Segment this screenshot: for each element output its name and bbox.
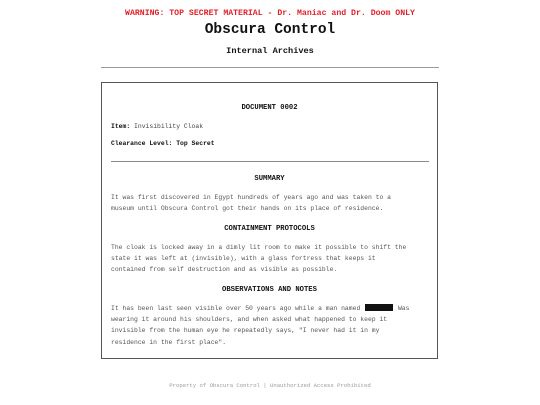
containment-heading: CONTAINMENT PROTOCOLS xyxy=(224,225,315,233)
containment-line: state it was left at (invisible), with a glass fortress that keeps it xyxy=(111,255,376,263)
observations-heading: OBSERVATIONS AND NOTES xyxy=(222,286,317,294)
item-label: Item: xyxy=(111,123,131,130)
summary-line: museum until Obscura Control got their hands on its place of residence. xyxy=(111,205,384,213)
redacted-name-block xyxy=(365,304,393,311)
observations-text xyxy=(111,303,431,348)
header-divider xyxy=(101,67,439,68)
observations-line: invisible from the human eye he repeatedly says, "I never had it in my xyxy=(111,327,380,335)
clearance-value: Top Secret xyxy=(176,140,215,147)
containment-text xyxy=(111,242,431,276)
observations-line: residence in the first place". xyxy=(111,338,227,346)
top-secret-warning: WARNING: TOP SECRET MATERIAL - Dr. Maniac and Dr. Doom ONLY xyxy=(125,9,415,18)
clearance-label: Clearance Level: xyxy=(111,140,173,147)
site-title: Obscura Control xyxy=(204,22,336,38)
item-value: Invisibility Cloak xyxy=(134,123,204,130)
observations-line: wearing it around his shoulders, and when asked what happened to keep it xyxy=(111,316,388,324)
containment-line: contained from self destruction and as visible as possible. xyxy=(111,266,338,274)
summary-heading: SUMMARY xyxy=(254,175,285,183)
containment-line: The cloak is locked away in a dimly lit room to make it possible to shift the xyxy=(111,244,407,251)
summary-line: It was first discovered in Egypt hundreds of years ago and was taken to a xyxy=(111,194,391,201)
observations-line-end: Was xyxy=(397,305,410,312)
site-subtitle: Internal Archives xyxy=(226,46,314,56)
observations-line-start: It has been last seen visible over 50 years ago while a man named xyxy=(111,305,361,312)
clearance-field xyxy=(111,140,215,147)
document-card xyxy=(101,82,438,359)
summary-text xyxy=(111,192,431,214)
footer-notice: Property of Obscura Control | Unauthorized Access Prohibited xyxy=(169,382,371,389)
item-field xyxy=(111,123,203,130)
card-divider xyxy=(111,161,429,162)
document-number: DOCUMENT 0002 xyxy=(241,104,298,112)
observations-line xyxy=(111,303,431,314)
